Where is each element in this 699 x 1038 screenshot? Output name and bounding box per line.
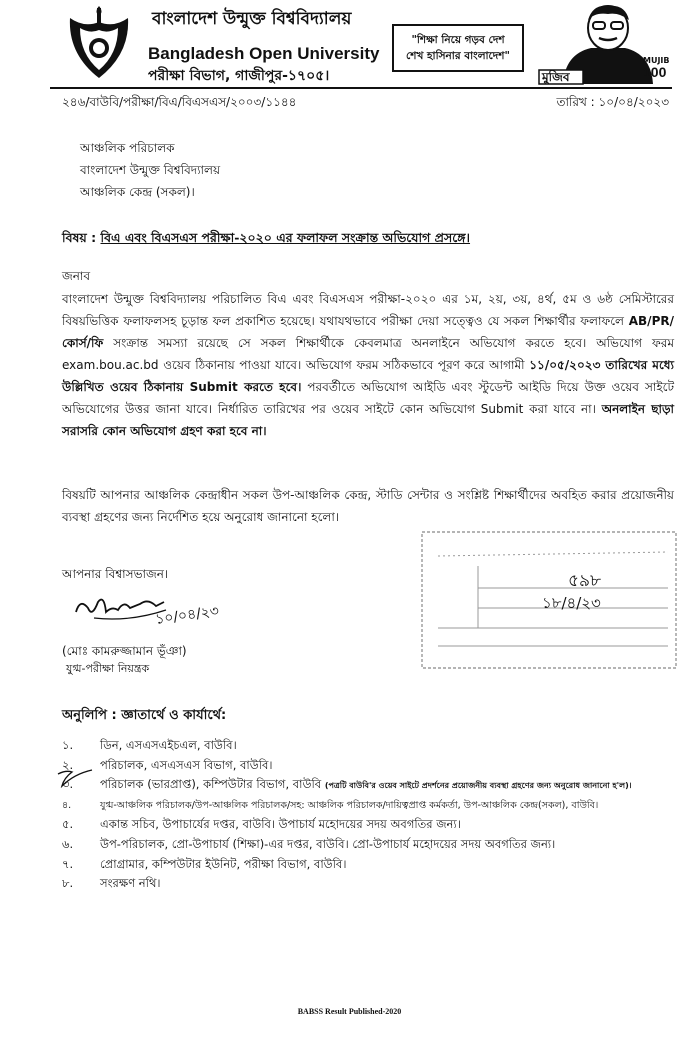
cc-item: ৮. সংরক্ষণ নথি।: [62, 876, 161, 891]
closing: আপনার বিশ্বাসভাজন।: [62, 567, 169, 581]
cc-list: [62, 736, 632, 894]
cc-item: ৪. যুগ্ম-আঞ্চলিক পরিচালক/উপ-আঞ্চলিক পরিচালক/সহ: আঞ্চলিক পরিচালক/দায়িত্বপ্রাপ্ত কর্মকর্তা, উপ-আঞ্চলিক কেন্দ্র(সকল), বাউবি।: [62, 799, 599, 811]
body-paragraph-2: বিষয়টি আপনার আঞ্চলিক কেন্দ্রাধীন সকল উপ-আঞ্চলিক কেন্দ্র, স্টাডি সেন্টার ও সংশ্লিষ্ট শিক্ষার্থীদের অবহিত করার প্রয়োজনীয় ব্যবস্থা গ্রহণের জন্য নির্দেশিত হয়ে অনুরোধ জানানো হলো।: [62, 488, 674, 524]
subject-label: বিষয় :: [62, 230, 97, 245]
cc-item: ২. পরিচালক, এসএসএস বিভাগ, বাউবি।: [62, 757, 273, 772]
cc-heading: অনুলিপি : জ্ঞাতার্থে ও কার্যার্থে:: [62, 708, 227, 723]
stamp-date: ১৮/৪/২৩: [542, 594, 601, 612]
body-text-a: বাংলাদেশ উন্মুক্ত বিশ্ববিদ্যালয় পরিচালিত বিএ এবং বিএসএস পরীক্ষা-২০২০ এর ১ম, ২য়, ৩য়, ৪র্থ, ৫ম ও ৬ষ্ঠ সেমিস্টারের বিষয়ভিত্তিক ফলাফলসহ চূড়ান্ত ফল প্রকাশিত হয়েছে। যথাযথভাবে পরীক্ষা দেয়া সত্ত্বেও যে সকল শিক্ষার্থীর ফলাফলে: [62, 292, 674, 328]
mujib-label: MUJIB: [643, 56, 670, 65]
memo-date: তারিখ : ১০/০৪/২০২৩: [556, 95, 669, 109]
recipient-centre: আঞ্চলিক কেন্দ্র (সকল)।: [80, 185, 195, 199]
university-name-english: Bangladesh Open University: [148, 44, 380, 63]
cc-item: ৫. একান্ত সচিব, উপাচার্যের দপ্তর, বাউবি। উপাচার্য মহোদয়ের সদয় অবগতির জন্য।: [62, 817, 461, 832]
stamp-number: ৫৯৮: [568, 571, 602, 591]
salutation: জনাব: [62, 269, 91, 283]
receipt-stamp: [418, 530, 680, 672]
signer-title: যুগ্ম-পরীক্ষা নিয়ন্ত্রক: [66, 662, 150, 675]
submission-deadline: ১১/০৫/২০২৩ তারিখের মধ্যে উল্লিখিত ওয়েব ঠিকানায় Submit করতে হবে।: [62, 358, 674, 394]
cc-item: ৭. প্রোগ্রামার, কম্পিউটার ইউনিট, পরীক্ষা বিভাগ, বাউবি।: [62, 856, 347, 871]
subject-text: বিএ এবং বিএসএস পরীক্ষা-২০২০ এর ফলাফল সংক্রান্ত অভিযোগ প্রসঙ্গে।: [100, 230, 471, 245]
footer-note: BABSS Result Published-2020: [297, 1007, 402, 1016]
problem-codes: AB/PR/কোর্স/ফি: [62, 314, 674, 350]
slogan-box: [392, 24, 524, 72]
mujib-year: 100: [643, 64, 667, 80]
cc-item: ১. ডিন, এসএসএইচএল, বাউবি।: [62, 738, 237, 752]
svg-text:মুজিব: মুজিব: [542, 70, 570, 84]
recipient-title: আঞ্চলিক পরিচালক: [80, 141, 175, 155]
letterhead-divider: [50, 87, 672, 89]
signer-name: (মোঃ কামরুজ্জামান ভূঁঞা): [62, 644, 187, 658]
university-name-bangla: বাংলাদেশ উন্মুক্ত বিশ্ববিদ্যালয়: [152, 9, 352, 29]
body-paragraph-1: [62, 288, 674, 442]
handwritten-signature: [70, 588, 220, 630]
university-logo: [60, 4, 138, 82]
department-address: পরীক্ষা বিভাগ, গাজীপুর-১৭০৫।: [148, 68, 330, 84]
slogan-line-2: শেখ হাসিনার বাংলাদেশ": [406, 50, 510, 62]
cc-item: ৩. পরিচালক (ভারপ্রাপ্ত), কম্পিউটার বিভাগ, বাউবি (পত্রটি বাউবি'র ওয়েব সাইটে প্রদর্শনের প্রয়োজনীয় ব্যবস্থা গ্রহণের জন্য অনুরোধ জানানো হ'ল)।: [62, 777, 632, 792]
body-text-b: সংক্রান্ত সমস্যা রয়েছে সে সকল শিক্ষার্থীকে কেবলমাত্র অনলাইনে অভিযোগ করতে হবে। অভিযোগ ফরম exam.bou.ac.bd ওয়েব ঠিকানায় পাওয়া যাবে। অভিযোগ ফরম সঠিকভাবে পূরণ করে আগামী: [62, 336, 674, 372]
svg-text:১০/০৪/২৩: ১০/০৪/২৩: [154, 603, 220, 628]
cc-item: ৬. উপ-পরিচালক, প্রো-উপাচার্য (শিক্ষা)-এর দপ্তর, বাউবি। প্রো-উপাচার্য মহোদয়ের সদয় অবগতির জন্য।: [62, 836, 556, 851]
body-text-c: পরবর্তীতে অভিযোগ আইডি এবং স্টুডেন্ট আইডি দিয়ে উক্ত ওয়েব সাইটে অভিযোগের উত্তর জানা যাবে। নির্ধারিত তারিখের পর ওয়েব সাইটে কোন অভিযোগ Submit করা যাবে না।: [62, 380, 674, 416]
memo-number: ২৪৬/বাউবি/পরীক্ষা/বিএ/বিএসএস/২০০৩/১১৪৪: [62, 95, 297, 109]
recipient-org: বাংলাদেশ উন্মুক্ত বিশ্ববিদ্যালয়: [80, 163, 221, 177]
slogan-line-1: "শিক্ষা নিয়ে গড়ব দেশ: [411, 34, 505, 46]
offline-notice: অনলাইন ছাড়া সরাসরি কোন অভিযোগ গ্রহণ করা হবে না।: [62, 402, 674, 438]
subject-line: [62, 230, 470, 250]
